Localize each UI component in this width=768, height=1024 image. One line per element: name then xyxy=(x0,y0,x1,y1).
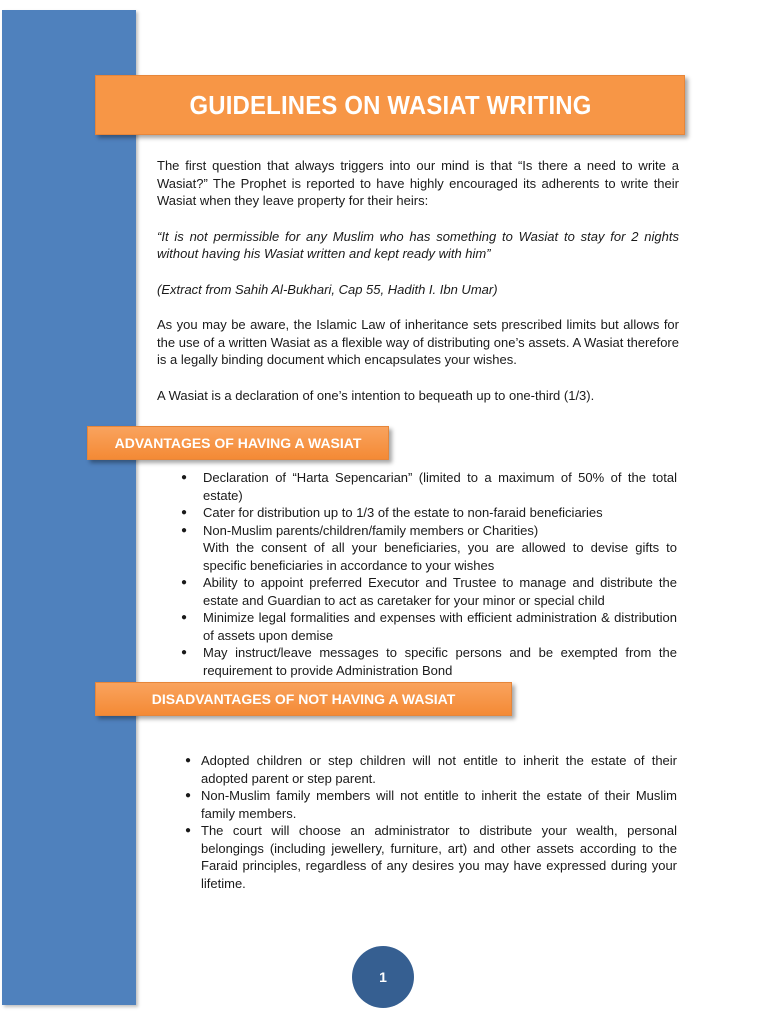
intro-paragraph: The first question that always triggers into our mind is that “Is there a need to write a Wasiat?” The Prophet is reported to have highly encouraged its adherents to write their Wasiat when they leave property for their heirs: xyxy=(157,158,679,208)
disadvantages-heading-banner xyxy=(95,682,512,716)
list-item: ● Declaration of “Harta Sepencarian” (limited to a maximum of 50% of the total estate) xyxy=(181,470,677,503)
bullet-icon: ● xyxy=(181,577,188,588)
list-item: ● Minimize legal formalities and expenses with efficient administration & distribution of assets upon demise xyxy=(181,610,677,643)
bullet-icon: ● xyxy=(185,825,192,836)
list-item: ● Ability to appoint preferred Executor and Trustee to manage and distribute the estate and Guardian to act as caretaker for your minor or special child xyxy=(181,575,677,608)
hadith-quote: “It is not permissible for any Muslim who has something to Wasiat to stay for 2 nights without having his Wasiat written and kept ready with him” xyxy=(157,228,679,261)
page-number: 1 xyxy=(379,969,387,985)
bullet-icon: ● xyxy=(181,472,188,483)
page-title: GUIDELINES ON WASIAT WRITING xyxy=(188,89,592,120)
bullet-icon: ● xyxy=(181,647,188,658)
advantages-list-section xyxy=(181,469,677,679)
list-item: ● May instruct/leave messages to specific persons and be exempted from the requirement to provide Administration Bond xyxy=(181,645,677,678)
bullet-icon: ● xyxy=(181,612,188,623)
advantages-heading-banner xyxy=(87,426,389,460)
advantages-list xyxy=(181,469,677,679)
list-item-continuation: With the consent of all your beneficiaries, you are allowed to devise gifts to specific beneficiaries in accordance to your wishes xyxy=(203,540,677,573)
inheritance-paragraph: As you may be aware, the Islamic Law of inheritance sets prescribed limits but allows for the use of a written Wasiat as a flexible way of distributing one’s assets. A Wasiat therefore is a legally binding document which encapsulates your wishes. xyxy=(157,317,679,367)
bullet-icon: ● xyxy=(181,524,188,536)
list-item: ● Adopted children or step children will not entitle to inherit the estate of their adopted parent or step parent. xyxy=(185,753,677,786)
list-item: ● Cater for distribution up to 1/3 of the estate to non-faraid beneficiaries xyxy=(181,505,603,520)
disadvantages-list xyxy=(185,752,677,892)
bullet-icon: ● xyxy=(185,790,192,801)
decorative-sidebar xyxy=(2,10,136,1005)
intro-section xyxy=(157,157,679,404)
bullet-icon: ● xyxy=(185,755,192,766)
hadith-citation: (Extract from Sahih Al-Bukhari, Cap 55, Hadith I. Ibn Umar) xyxy=(157,281,498,297)
disadvantages-list-section xyxy=(185,752,677,892)
list-item: ● Non-Muslim parents/children/family members or Charities) With the consent of all your beneficiaries, you are allowed to devise gifts to specific beneficiaries in accordance to your wishes xyxy=(181,522,677,573)
wasiat-definition: A Wasiat is a declaration of one’s intention to bequeath up to one-third (1/3). xyxy=(157,387,595,403)
list-item: ● The court will choose an administrator to distribute your wealth, personal belongings (including jewellery, furniture, art) and other assets according to the Faraid principles, regardless of any desires you may have expressed during your lifetime. xyxy=(185,823,677,891)
bullet-icon: ● xyxy=(181,507,188,518)
page-number-badge xyxy=(352,946,414,1008)
disadvantages-heading: DISADVANTAGES OF NOT HAVING A WASIAT xyxy=(151,691,456,707)
list-item: ● Non-Muslim family members will not entitle to inherit the estate of their Muslim family members. xyxy=(185,788,677,821)
title-banner xyxy=(95,75,685,135)
advantages-heading: ADVANTAGES OF HAVING A WASIAT xyxy=(114,435,362,451)
